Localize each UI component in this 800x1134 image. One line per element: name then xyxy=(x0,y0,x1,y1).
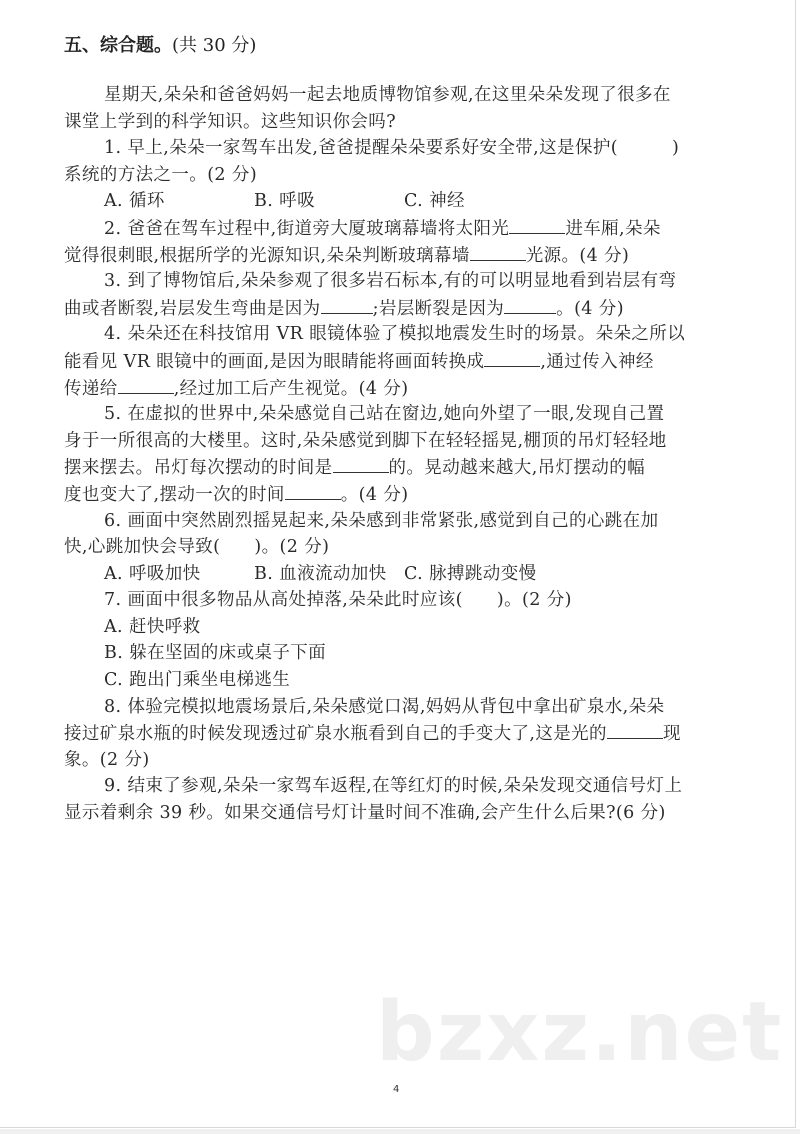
q6-text-a: 快,心跳加快会导致( xyxy=(64,537,221,558)
intro-line-1: 星期天,朵朵和爸爸妈妈一起去地质博物馆参观,在这里朵朵发现了很多在 xyxy=(104,85,671,105)
q2-text-a: 2. 爸爸在驾车过程中,街道旁大厦玻璃幕墙将太阳光 xyxy=(104,218,510,239)
q6-option-b[interactable]: B. 血液流动加快 xyxy=(254,563,387,584)
q1-text: 1. 早上,朵朵一家驾车出发,爸爸提醒朵朵要系好安全带,这是保护( xyxy=(104,138,618,159)
q3-blank-1[interactable] xyxy=(321,295,373,314)
question-6-options xyxy=(64,561,744,588)
question-4-line-3 xyxy=(64,375,744,402)
q7-option-c[interactable]: C. 跑出门乘坐电梯逃生 xyxy=(104,670,291,691)
q4-blank-2[interactable] xyxy=(118,375,174,394)
page-number: 4 xyxy=(393,1084,400,1095)
question-8-line-2 xyxy=(64,720,744,747)
watermark: bzxz.net xyxy=(376,985,784,1080)
question-5-line-1: 5. 在虚拟的世界中,朵朵感觉自己站在窗边,她向外望了一眼,发现自己置 xyxy=(104,404,665,425)
q3-text-a: 曲或者断裂,岩层发生弯曲是因为 xyxy=(64,298,321,319)
question-5-line-3 xyxy=(64,454,744,481)
q1-option-b[interactable]: B. 呼吸 xyxy=(254,191,315,212)
q1-option-a[interactable]: A. 循环 xyxy=(104,191,165,212)
question-3-line-1: 3. 到了博物馆后,朵朵参观了很多岩石标本,有的可以明显地看到岩层有弯 xyxy=(104,271,677,292)
q7-text-a: 7. 画面中很多物品从高处掉落,朵朵此时应该( xyxy=(104,590,463,611)
q4-text-a: 能看见 VR 眼镜中的画面,是因为眼睛能将画面转换成 xyxy=(64,351,485,372)
q5-text-c: 度也变大了,摆动一次的时间 xyxy=(64,484,285,505)
intro-line-2: 课堂上学到的科学知识。这些知识你会吗? xyxy=(64,111,396,132)
q8-text-b: 现 xyxy=(662,724,681,745)
q5-text-a: 摆来摆去。吊灯每次摆动的时间是 xyxy=(64,458,333,479)
q4-text-b: ,通过传入神经 xyxy=(540,351,654,372)
q3-text-b: ;岩层断裂是因为 xyxy=(372,298,505,319)
section-title xyxy=(64,31,256,57)
page-bottom-edge xyxy=(0,1129,800,1134)
q2-text-c: 觉得很刺眼,根据所学的光源知识,朵朵判断玻璃幕墙 xyxy=(64,245,470,266)
question-4-line-1: 4. 朵朵还在科技馆用 VR 眼镜体验了模拟地震发生时的场景。朵朵之所以 xyxy=(104,324,686,345)
q4-text-c: 传递给 xyxy=(64,378,118,399)
q4-blank-1[interactable] xyxy=(484,348,540,367)
question-2-line-2 xyxy=(64,242,744,269)
q5-blank-1[interactable] xyxy=(333,454,389,473)
q2-blank-2[interactable] xyxy=(470,242,526,261)
question-2-line-1 xyxy=(64,215,744,242)
question-1-line-2: 系统的方法之一。(2 分) xyxy=(64,164,258,185)
q1-option-c[interactable]: C. 神经 xyxy=(404,191,465,212)
question-3-line-2 xyxy=(64,295,744,322)
question-7-line-1 xyxy=(64,587,744,614)
section-title-text: 五、综合题。 xyxy=(64,35,172,56)
question-9-line-1: 9. 结束了参观,朵朵一家驾车返程,在等红灯的时候,朵朵发现交通信号灯上 xyxy=(104,776,683,797)
section-points: (共 30 分) xyxy=(172,35,257,56)
q2-text-d: 光源。(4 分) xyxy=(525,245,630,266)
q8-blank-1[interactable] xyxy=(607,720,663,739)
question-content xyxy=(64,82,744,827)
question-9-line-2: 显示着剩余 39 秒。如果交通信号灯计量时间不准确,会产生什么后果?(6 分) xyxy=(64,803,666,824)
q8-text-a: 接过矿泉水瓶的时候发现透过矿泉水瓶看到自己的手变大了,这是光的 xyxy=(64,724,607,745)
question-6-line-1: 6. 画面中突然剧烈摇晃起来,朵朵感到非常紧张,感觉到自己的心跳在加 xyxy=(104,510,659,531)
q2-text-b: 进车厢,朵朵 xyxy=(565,218,661,239)
q7-text-b: )。(2 分) xyxy=(496,590,572,611)
q7-option-b[interactable]: B. 躲在坚固的床或桌子下面 xyxy=(104,643,327,664)
question-4-line-2 xyxy=(64,348,744,375)
question-1-line-1 xyxy=(64,135,744,162)
question-8-line-1: 8. 体验完模拟地震场景后,朵朵感觉口渴,妈妈从背包中拿出矿泉水,朵朵 xyxy=(104,696,665,717)
q5-text-d: 。(4 分) xyxy=(340,484,409,505)
question-6-line-2 xyxy=(64,534,744,561)
question-5-line-2: 身于一所很高的大楼里。这时,朵朵感觉到脚下在轻轻摇晃,棚顶的吊灯轻轻地 xyxy=(64,430,667,451)
question-1-options xyxy=(64,188,744,215)
q3-text-c: 。(4 分) xyxy=(556,298,624,319)
q6-option-a[interactable]: A. 呼吸加快 xyxy=(104,563,201,584)
question-5-line-4 xyxy=(64,481,744,508)
q1-paren-close: ) xyxy=(671,138,680,159)
q5-text-b: 的。晃动越来越大,吊灯摆动的幅 xyxy=(388,458,646,479)
q6-option-c[interactable]: C. 脉搏跳动变慢 xyxy=(404,563,537,584)
q4-text-d: ,经过加工后产生视觉。(4 分) xyxy=(173,378,409,399)
q5-blank-2[interactable] xyxy=(285,481,341,500)
q3-blank-2[interactable] xyxy=(504,295,556,314)
q7-option-a[interactable]: A. 赶快呼救 xyxy=(104,616,201,637)
q6-text-b: )。(2 分) xyxy=(254,537,330,558)
question-8-line-3: 象。(2 分) xyxy=(64,749,150,770)
q2-blank-1[interactable] xyxy=(509,215,565,234)
